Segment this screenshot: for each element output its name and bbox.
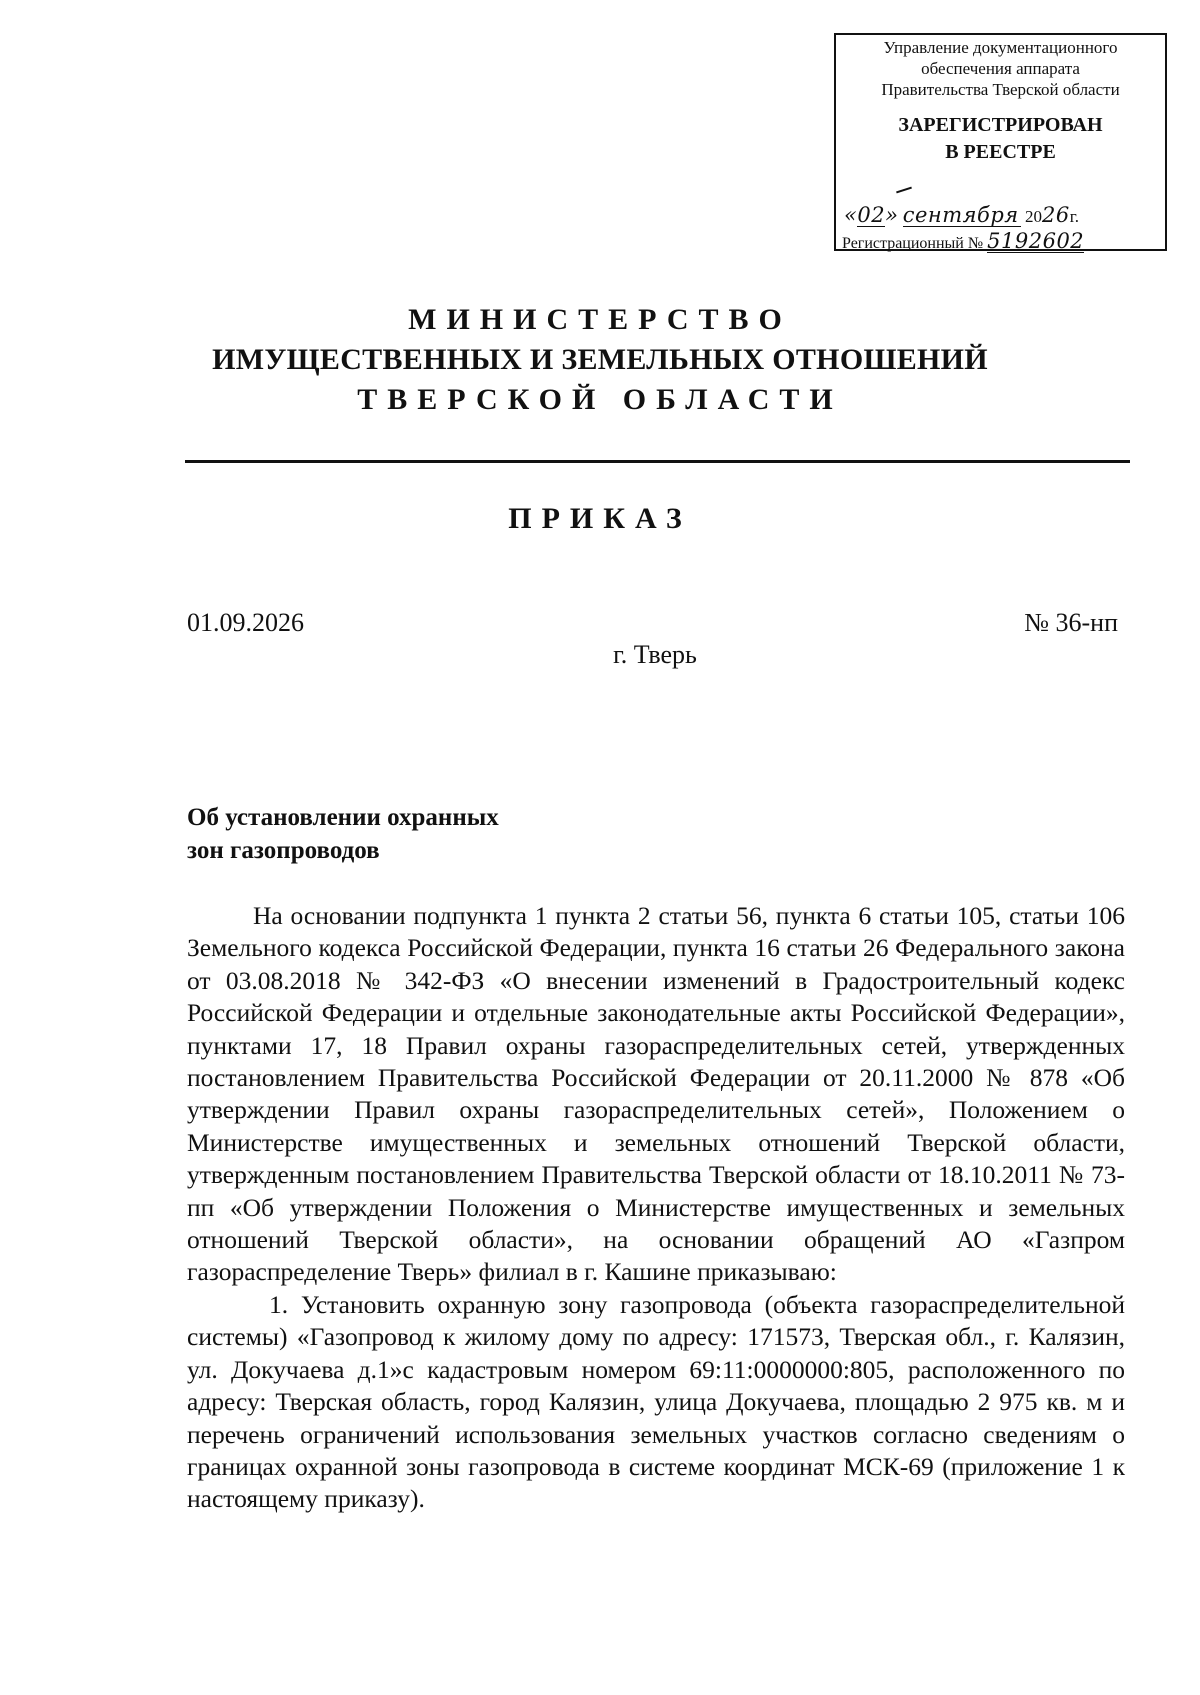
order-number: № 36-нп [1024,608,1118,637]
stamp-registered-line2: В РЕЕСТРЕ [945,141,1056,163]
registration-stamp [834,33,1167,251]
order-subject-line2: зон газопроводов [187,837,380,864]
order-city: г. Тверь [613,640,697,669]
stamp-dept-line1: Управление документационного [883,38,1118,57]
ministry-header-line1: МИНИСТЕРСТВО [408,303,792,336]
ministry-header [150,300,1050,420]
stamp-registered-line1: ЗАРЕГИСТРИРОВАН [898,114,1103,136]
stamp-date-year-unit: г. [1069,207,1079,226]
stamp-dept-line2: обеспечения аппарата [921,59,1080,78]
stamp-date-month: сентября [902,203,1019,227]
stamp-date-year-suffix: 26 [1041,203,1070,227]
stamp-date-year-prefix: 20 [1024,207,1042,226]
order-subject [187,801,499,867]
stamp-pen-mark [896,187,912,194]
stamp-date-close-quote: » [885,203,899,227]
header-divider [185,460,1130,463]
ministry-header-line2: ИМУЩЕСТВЕННЫХ И ЗЕМЕЛЬНЫХ ОТНОШЕНИЙ [212,343,988,376]
order-date: 01.09.2026 [187,608,304,637]
stamp-regno-value: 5192602 [987,229,1085,253]
order-body [187,900,1125,1516]
order-preamble: На основании подпункта 1 пункта 2 статьи 56, пункта 6 статьи 105, статьи 106 Земельного кодекса Российской Федерации, пункта 16 статьи 26 Федерального закона от 03.08.2018 № 342-ФЗ «О внесении изменений в Градостроительный кодекс Российской Федерации и отдельные законодательные акты Российской Федерации», пунктами 17, 18 Правил охраны газораспределительных сетей, утвержденных постановлением Правительства Российской Федерации от 20.11.2000 № 878 «Об утверждении Правил охраны газораспределительных сетей», Положением о Министерстве имущественных и земельных отношений Тверской области, утвержденным постановлением Правительства Тверской области от 18.10.2011 № 73-пп «Об утверждении Положения о Министерстве имущественных и земельных отношений Тверской области», на основании обращений АО «Газпром газораспределение Тверь» филиал в г. Кашине приказываю: [187,901,1125,1287]
stamp-regno-row [842,231,1162,254]
stamp-regno-label: Регистрационный № [842,235,984,252]
stamp-dept-line3: Правительства Тверской области [881,80,1120,99]
order-title: ПРИКАЗ [508,502,692,535]
order-item-1: 1. Установить охранную зону газопровода (объекта газораспределительной системы) «Газопровод к жилому дому по адресу: 171573, Тверская обл., г. Калязин, ул. Докучаева д.1»с кадастровым номером 69:11:0000000:805, расположенного по адресу: Тверская область, город Калязин, улица Докучаева, площадью 2 975 кв. м и перечень ограничений использования земельных участков согласно сведениям о границах охранной зоны газопровода в системе координат МСК-69 (приложение 1 к настоящему приказу). [187,1289,1125,1514]
ministry-header-line3: ТВЕРСКОЙ ОБЛАСТИ [357,383,843,416]
stamp-date-day: 02 [857,203,886,227]
order-subject-line1: Об установлении охранных [187,804,499,831]
stamp-date-open-quote: « [844,203,858,227]
